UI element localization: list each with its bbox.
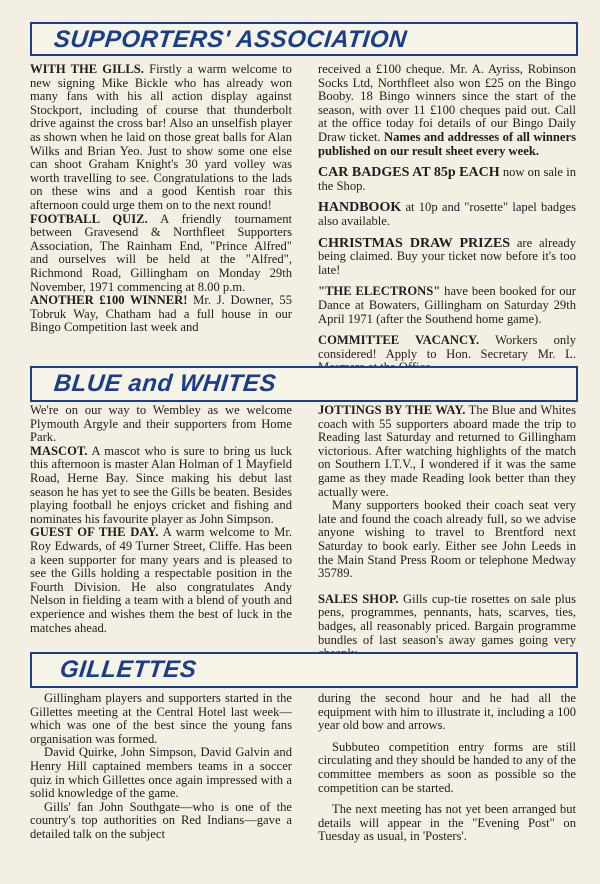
paragraph: Gills' fan John Southgate—who is one of the country's top authorities on Red Indians—gave a detailed talk on the subject — [30, 799, 292, 841]
paragraph — [318, 593, 576, 661]
paragraph-heading: SALES SHOP. — [318, 591, 399, 606]
blue-and-whites-title: BLUE and WHITES — [52, 370, 278, 397]
paragraph-heading: COMMITTEE VACANCY. — [318, 333, 480, 348]
paragraph-heading: MASCOT. — [30, 443, 88, 458]
paragraph-heading: WITH THE GILLS. — [30, 62, 144, 76]
paragraph-text: A friendly tournament between Gravesend & Northfleet Supporters Association, The Rainham End, "Prince Alfred" and ourselves will be held at the "Alfred", Richmond Road, Gillingham on Monday 29th November, 1971 commencing at 8.00 p.m. — [30, 211, 292, 294]
paragraph — [318, 285, 576, 326]
supporters-left-column — [30, 63, 292, 335]
blue-whites-left-column — [30, 404, 292, 635]
paragraph — [318, 166, 576, 193]
paragraph-heading: CAR BADGES AT 85p EACH — [318, 165, 500, 181]
supporters-right-column — [318, 63, 576, 375]
paragraph-text: Firstly a warm welcome to new signing Mike Bickle who has already won many fans with his all action display against Stockport, including of course that thunderbolt drive against the cross bar! Also an unselfish player as shown when he laid on those great balls for Alan Wilks and Brian Yeo. Just to show some one else can shoot Graham Knight's 30 yard volley was worth travelling to see. Congratulations to the lads on these wins and a good Kentish roar this afternoon could urge them on to the next round! — [30, 62, 292, 212]
supporters-association-title: SUPPORTERS' ASSOCIATION — [52, 26, 409, 53]
paragraph-heading: GUEST OF THE DAY. — [30, 525, 159, 540]
paragraph — [30, 294, 292, 335]
paragraph — [30, 63, 292, 213]
paragraph-text: Mr. J. Downer, 55 Tobruk Way, Chatham had a full house in our Bingo Competition last week and — [30, 293, 292, 335]
paragraph — [30, 445, 292, 527]
paragraph-heading: ANOTHER £100 WINNER! — [30, 293, 188, 308]
paragraph-text: We're on our way to Wembley as we welcome Plymouth Argyle and their supporters from Home Park. — [30, 403, 292, 445]
paragraph-heading: HANDBOOK — [318, 200, 402, 216]
paragraph-heading: "THE ELECTRONS" — [318, 284, 441, 299]
paragraph-heading: JOTTINGS BY THE WAY. — [318, 403, 466, 417]
paragraph-text: have been booked for our Dance at Bowaters, Gillingham on Saturday 29th April 1971 (after the Southend home game). — [318, 284, 576, 326]
paragraph-text: are already being claimed. Buy your ticket now before it's too late! — [318, 235, 576, 277]
paragraph: during the second hour and he had all the equipment with him to illustrate it, including a 100 year old bow and arrows. — [318, 691, 576, 733]
paragraph — [30, 526, 292, 635]
paragraph — [30, 404, 292, 445]
paragraph: Subbuteo competition entry forms are still circulating and they should be handed to any of the committee members as soon as possible so the competition can be started. — [318, 739, 576, 795]
gillettes-left-column — [30, 692, 292, 842]
paragraph — [318, 237, 576, 278]
paragraph-text: Many supporters booked their coach seat very late and found the coach already full, so we advise anyone wishing to travel to Brentford next Saturday to book early. Either see John Leeds in the Main Stand Press Room or telephone Medway 35789. — [318, 498, 576, 581]
paragraph: The next meeting has not yet been arranged but details will appear in the "Evening Post" on Tuesday as usual, in 'Posters'. — [318, 802, 576, 844]
paragraph-text: Gills cup-tie rosettes on sale plus pens, programmes, pennants, hats, scarves, ties, badges, all reasonably priced. Bargain programme bundles of last season's away games going very — [318, 591, 576, 647]
paragraph — [318, 499, 576, 581]
paragraph — [318, 404, 576, 499]
gillettes-header — [30, 652, 578, 688]
paragraph — [318, 63, 576, 158]
paragraph — [30, 213, 292, 295]
paragraph-text: received a £100 cheque. Mr. A. Ayriss, Robinson Socks Ltd, Northfleet also won £25 on the Bingo Booby. 18 Bingo winners since the start of the season, with over 11 £100 cheques paid out. Call at the office today foi details of our Bingo Daily Draw ticket. — [318, 62, 576, 144]
gillettes-right-column — [318, 692, 576, 844]
paragraph: Gillingham players and supporters started in the Gillettes meeting at the Central Hotel last week—which was one of the best since the young fans organisation was formed. — [30, 691, 292, 746]
paragraph-bold-text: Names and addresses of all winners published on our result sheet every week. — [318, 129, 577, 158]
gillettes-title: GILLETTES — [58, 656, 198, 683]
paragraph-text: now on sale in the Shop. — [318, 165, 576, 193]
paragraph: David Quirke, John Simpson, David Galvin and Henry Hill captained members teams in a soccer quiz in which Gillettes once again impressed with a solid knowledge of the game. — [30, 745, 292, 801]
paragraph-text: at 10p and "rosette" lapel badges also available. — [318, 200, 576, 228]
paragraph — [318, 201, 576, 228]
blue-whites-right-column — [318, 404, 576, 661]
paragraph-heading: CHRISTMAS DRAW PRIZES — [318, 235, 511, 251]
paragraph-text: A warm welcome to Mr. Roy Edwards, of 49 Turner Street, Cliffe. Has been a keen supporter for many years and is pleased to see the Gills holding a respectable position in the Fourth Division. He also congratulates Andy Nelson in fielding a team with a blend of youth and experience and wishes them the best of luck in the matches ahead. — [30, 525, 292, 635]
paragraph-heading: FOOTBALL QUIZ. — [30, 211, 148, 226]
paragraph-text: The Blue and Whites coach with 55 supporters aboard made the trip to Reading last Saturday and returned to Gillingham victorious. After watching highlights of the match on Southern I.T.V., I wondered if it was the same game as they made Reading look better than they actually were. — [318, 403, 576, 499]
supporters-association-header — [30, 22, 578, 56]
paragraph-text: A mascot who is sure to bring us luck this afternoon is master Alan Holman of 1 Mayfield Road, Herne Bay. Since making his debut last season he has yet to see the Gills be beaten. Besides playing football he enjoys cricket and fishing and nominates his favourite player as John Simpson. — [30, 443, 292, 526]
blue-and-whites-header — [30, 366, 578, 402]
paragraph-text: Workers only considered! Apply to Hon. Secretary Mr. L. — [318, 333, 577, 361]
